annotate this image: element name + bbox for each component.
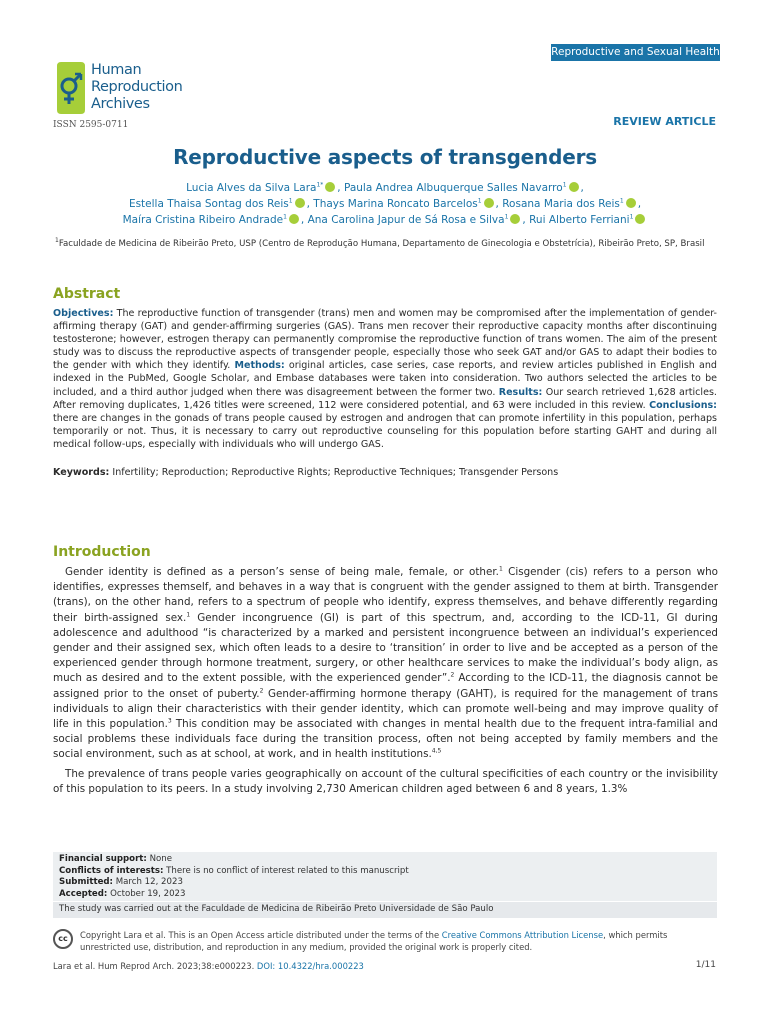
keywords-label: Keywords:: [53, 467, 110, 478]
author-name[interactable]: Estella Thaisa Sontag dos Reis: [128, 198, 289, 210]
introduction-body: [53, 565, 718, 801]
author-affiliation-marker: 1: [619, 197, 624, 205]
author-affiliation-marker: 1: [477, 197, 482, 205]
section-tag: Reproductive and Sexual Health: [551, 44, 720, 61]
study-site: The study was carried out at the Faculdade de Medicina de Ribeirão Preto Universidade de São Paulo: [53, 901, 717, 918]
issn: ISSN 2595-0711: [53, 120, 129, 130]
author-name[interactable]: Lucia Alves da Silva Lara: [186, 182, 317, 194]
logo-line-2: Reproduction: [91, 79, 183, 95]
submitted-label: Submitted:: [59, 877, 113, 888]
author-affiliation-marker: 1: [504, 213, 509, 221]
article-notes-box: [53, 852, 717, 918]
accepted-label: Accepted:: [59, 888, 108, 899]
orcid-icon[interactable]: [325, 182, 335, 192]
financial-value: None: [149, 854, 173, 864]
author-name[interactable]: Paula Andrea Albuquerque Salles Navarro: [343, 182, 563, 194]
logo-line-3: Archives: [91, 96, 150, 112]
orcid-icon[interactable]: [484, 198, 494, 208]
orcid-icon[interactable]: [289, 214, 299, 224]
author-name[interactable]: Rui Alberto Ferriani: [529, 214, 630, 226]
citation-ref[interactable]: 2: [450, 671, 455, 679]
abstract-heading: Abstract: [53, 286, 121, 302]
financial-label: Financial support:: [59, 854, 147, 864]
orcid-icon[interactable]: [295, 198, 305, 208]
page-number: 1/11: [695, 960, 716, 970]
objectives-text: The reproductive function of transgender (trans) men and women may be compromised after the implementation of gender-affirming therapy (GAT) and gender-affirming surgeries (GAS). Trans men recover their reproductive capacity months after discontinuing testosterone; however, estrogen therapy can permanently compromise the reproductive function of trans women. The aim of the present study was to discuss the reproductive aspects of transgender people, especially those who seek GAT and/or GAS to adapt their bodies to the gender with which they identify.: [53, 308, 717, 372]
introduction-heading: Introduction: [53, 544, 151, 560]
intro-text: Gender-affirming hormone therapy (GAHT), is required for the management of trans individuals to align their characteristics with their gender identity, which can promote well-being and may improve quality of life in this population.: [53, 687, 718, 731]
conclusions-label: Conclusions:: [649, 399, 717, 411]
license-text-after: , which permits unrestricted use, distribution, and reproduction in any medium, provided the original work is properly cited.: [80, 930, 668, 952]
results-label: Results:: [498, 386, 543, 398]
author-name[interactable]: Maíra Cristina Ribeiro Andrade: [122, 214, 284, 226]
intro-paragraph-2: The prevalence of trans people varies geographically on account of the cultural specificities of each country or the invisibility of this population to its peers. In a study involving 2,730 American children aged between 6 and 8 years, 1.3%: [53, 767, 718, 795]
author-name[interactable]: Thays Marina Roncato Barcelos: [313, 198, 478, 210]
orcid-icon[interactable]: [635, 214, 645, 224]
keywords: [53, 467, 717, 478]
intro-text: Gender identity is defined as a person’s sense of being male, female, or other.: [65, 566, 499, 578]
author-name[interactable]: Rosana Maria dos Reis: [502, 198, 620, 210]
accepted-date: [59, 889, 711, 901]
intro-paragraph-1: [53, 565, 718, 763]
submitted-value: March 12, 2023: [115, 877, 183, 888]
submitted-date: [59, 877, 711, 889]
intro-text: Cisgender (cis) refers to a person who identifies, expresses themself, and behaves in a way that is congruent with the gender assigned to them at birth. Transgender (trans), on the other hand, refers to a spectrum of people who identify, express themselves, and behave differently regarding their birth-assigned sex.: [53, 566, 718, 624]
methods-label: Methods:: [234, 360, 285, 372]
intro-text: According to the ICD-11, the diagnosis cannot be assigned prior to the onset of puberty.: [53, 672, 719, 700]
creative-commons-icon: cc: [53, 929, 73, 949]
author-affiliation-marker: 1: [629, 213, 634, 221]
affiliation-text: Faculdade de Medicina de Ribeirão Preto, USP (Centro de Reprodução Humana, Departamento de Ginecologia e Obstetrícia), Ribeirão Preto, SP, Brasil: [58, 239, 705, 249]
license-text-before: Copyright Lara et al. This is an Open Access article distributed under the terms of the: [80, 930, 442, 940]
doi-link[interactable]: DOI: 10.4322/hra.000223: [256, 961, 364, 971]
citation-ref[interactable]: 2: [259, 687, 264, 695]
intro-text: Gender incongruence (GI) is part of this spectrum, and, according to the ICD-11, GI during adolescence and adulthood “is characterized by a marked and persistent incongruence between an individual’s experienced gender and their assigned sex, which often leads to a desire to ‘transition’ in order to live and be accepted as a person of the experienced gender through hormone treatment, surgery, or other healthcare services to make the individual’s body align, as much as desired and to the extent possible, with the experienced gender”.: [53, 611, 718, 685]
gender-symbol-logo-icon: [53, 62, 85, 114]
author-name[interactable]: Ana Carolina Japur de Sá Rosa e Silva: [307, 214, 505, 226]
orcid-icon[interactable]: [510, 214, 520, 224]
article-title: Reproductive aspects of transgenders: [173, 145, 597, 169]
affiliation-marker: 1: [55, 237, 59, 245]
objectives-label: Objectives:: [53, 308, 114, 319]
results-text: Our search retrieved 1,628 articles. After removing duplicates, 1,426 titles were screened, 112 were considered potential, and 63 were included in this review.: [53, 386, 717, 411]
citation-text: Lara et al. Hum Reprod Arch. 2023;38:e000223.: [53, 961, 255, 971]
citation-ref[interactable]: 1: [498, 565, 503, 573]
orcid-icon[interactable]: [569, 182, 579, 192]
journal-logo[interactable]: [53, 62, 213, 122]
license-text: [80, 929, 720, 953]
citation-ref[interactable]: 4,5: [431, 748, 442, 755]
keywords-text: Infertility; Reproduction; Reproductive Rights; Reproductive Techniques; Transgender Persons: [112, 467, 559, 478]
footer-citation: [53, 961, 364, 971]
citation-ref[interactable]: 3: [167, 717, 172, 725]
author-affiliation-marker: 1: [288, 197, 293, 205]
logo-line-1: Human: [91, 62, 142, 78]
author-list: Lucia Alves da Silva Lara$^{1*}$ , Paula Andrea Albuquerque Salles Navarro$^1$ , Estella Thaisa Sontag dos Reis$^1$ , Thays Marina Roncato Barcelos$^1$ , Rosana Maria dos Reis$^1$ , Maíra Cristina Ribeiro Andrade$^1$ , Ana Carolina Japur de Sá Rosa e Silva$^1$ , Rui Alberto Ferriani$^1$: [40, 180, 730, 228]
methods-text: original articles, case series, case reports, and review articles published in English and indexed in the PubMed, Google Scholar, and Embase databases were taken into consideration. Two authors selected the articles to be included, and a third author judged when there was disagreement between the former two.: [53, 360, 717, 398]
orcid-icon[interactable]: [626, 198, 636, 208]
citation-ref[interactable]: 1: [186, 611, 191, 619]
affiliation: [55, 239, 704, 249]
article-type: REVIEW ARTICLE: [613, 115, 716, 128]
author-affiliation-marker: 1: [283, 213, 287, 221]
accepted-value: October 19, 2023: [110, 888, 186, 899]
conflicts-value: There is no conflict of interest related to this manuscript: [166, 865, 409, 876]
abstract-body: [53, 307, 717, 451]
license-link[interactable]: Creative Commons Attribution License: [441, 930, 604, 940]
intro-text: This condition may be associated with changes in mental health due to the frequent intra-familial and social problems these individuals face during the transition process, often not being accepted by family members and the social environment, such as at school, at work, and in health institutions.: [53, 718, 718, 761]
conflicts-of-interest: [59, 866, 711, 878]
conclusions-text: there are changes in the gonads of trans people caused by estrogen and androgen that can promote infertility in this population, perhaps temporarily or not. Thus, it is necessary to carry out reproductive counseling for this population before starting GAHT and during all medical follow-ups, especially with individuals who will undergo GAS.: [53, 412, 717, 450]
author-affiliation-marker: 1*: [316, 181, 324, 189]
author-affiliation-marker: 1: [562, 181, 567, 189]
conflicts-label: Conflicts of interests:: [59, 865, 164, 876]
financial-support: [59, 854, 711, 866]
